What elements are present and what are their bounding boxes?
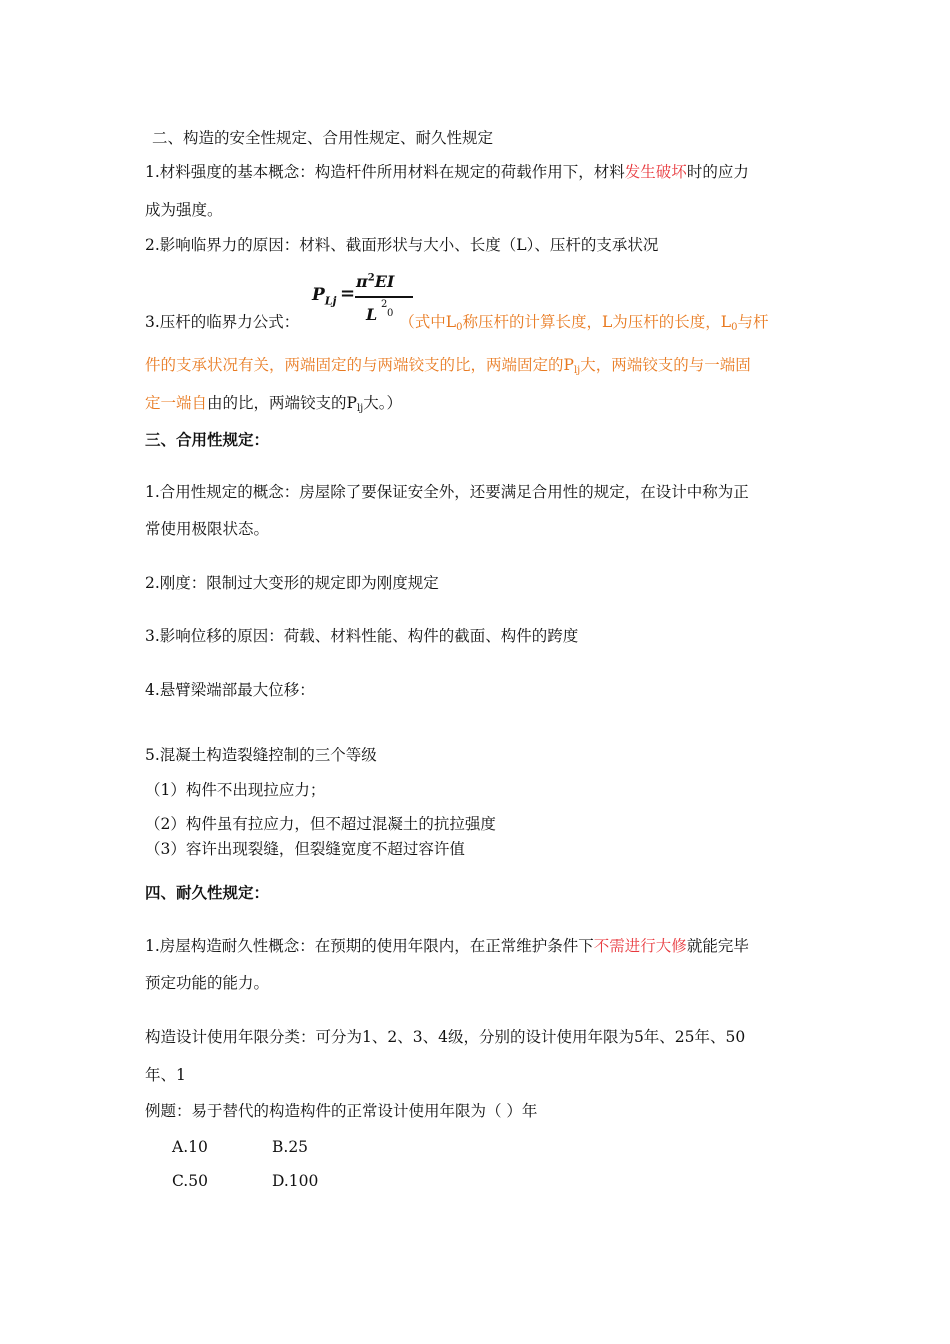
s3-para-4: 4.悬臂梁端部最大位移： bbox=[145, 681, 315, 699]
s3-para-2: 2.刚度：限制过大变形的规定即为刚度规定 bbox=[145, 574, 439, 592]
s4-para-2-line-2: 年、1 bbox=[145, 1066, 186, 1084]
crack-level-2: （2）构件虽有拉应力，但不超过混凝土的抗拉强度 bbox=[145, 815, 496, 833]
para-3-line-3: 定一端自由的比，两端铰支的$P_{lj}$大。） bbox=[145, 394, 403, 414]
para-2: 2.影响临界力的原因：材料、截面形状与大小、长度（L）、压杆的支承状况 bbox=[145, 236, 659, 254]
example-question: 例题：易于替代的构造构件的正常设计使用年限为（ ）年 bbox=[145, 1102, 538, 1120]
s3-para-1-line-2: 常使用极限状态。 bbox=[145, 520, 270, 538]
option-b: B.25 bbox=[272, 1138, 309, 1156]
option-a: A.10 bbox=[172, 1138, 208, 1156]
highlight-text: 发生破坏 bbox=[624, 163, 687, 181]
highlight-text: 不需进行大修 bbox=[593, 937, 687, 955]
option-c: C.50 bbox=[172, 1172, 208, 1190]
s4-para-1-line-2: 预定功能的能力。 bbox=[145, 974, 270, 992]
section-4-heading: 四、耐久性规定： bbox=[145, 883, 270, 902]
critical-force-formula: $P_{Lj}$ = $\pi^2EI$ L 2 0 bbox=[312, 272, 422, 330]
s3-para-5: 5.混凝土构造裂缝控制的三个等级 bbox=[145, 746, 377, 764]
option-d: D.100 bbox=[272, 1172, 319, 1190]
para-3-line-2: 件的支承状况有关，两端固定的与两端铰支的比，两端固定的$P_{lj}$大，两端铰支的与一端固 bbox=[145, 356, 751, 376]
s3-para-1-line-1: 1.合用性规定的概念：房屋除了要保证安全外，还要满足合用性的规定，在设计中称为正 bbox=[145, 483, 749, 501]
fraction-bar bbox=[355, 296, 413, 298]
s4-para-1-line-1: 1.房屋构造耐久性概念：在预期的使用年限内，在正常维护条件下不需进行大修就能完毕 bbox=[145, 937, 749, 955]
para-1-line-2: 成为强度。 bbox=[145, 201, 223, 219]
s3-para-3: 3.影响位移的原因：荷载、材料性能、构件的截面、构件的跨度 bbox=[145, 627, 579, 645]
crack-level-3: （3）容许出现裂缝，但裂缝宽度不超过容许值 bbox=[145, 840, 465, 858]
section-3-heading: 三、合用性规定： bbox=[145, 430, 270, 449]
crack-level-1: （1）构件不出现拉应力； bbox=[145, 781, 326, 799]
para-3-line-1: 3.压杆的临界力公式： （式中$L_0$称压杆的计算长度，L为压杆的长度，$L_0$与杆 bbox=[145, 313, 769, 333]
section-2-heading: 二、构造的安全性规定、合用性规定、耐久性规定 bbox=[152, 129, 494, 147]
s4-para-2-line-1: 构造设计使用年限分类：可分为1、2、3、4级，分别的设计使用年限为5年、25年、50 bbox=[145, 1028, 746, 1046]
para-1-line-1: 1.材料强度的基本概念：构造杆件所用材料在规定的荷载作用下，材料发生破坏时的应力 bbox=[145, 163, 749, 181]
